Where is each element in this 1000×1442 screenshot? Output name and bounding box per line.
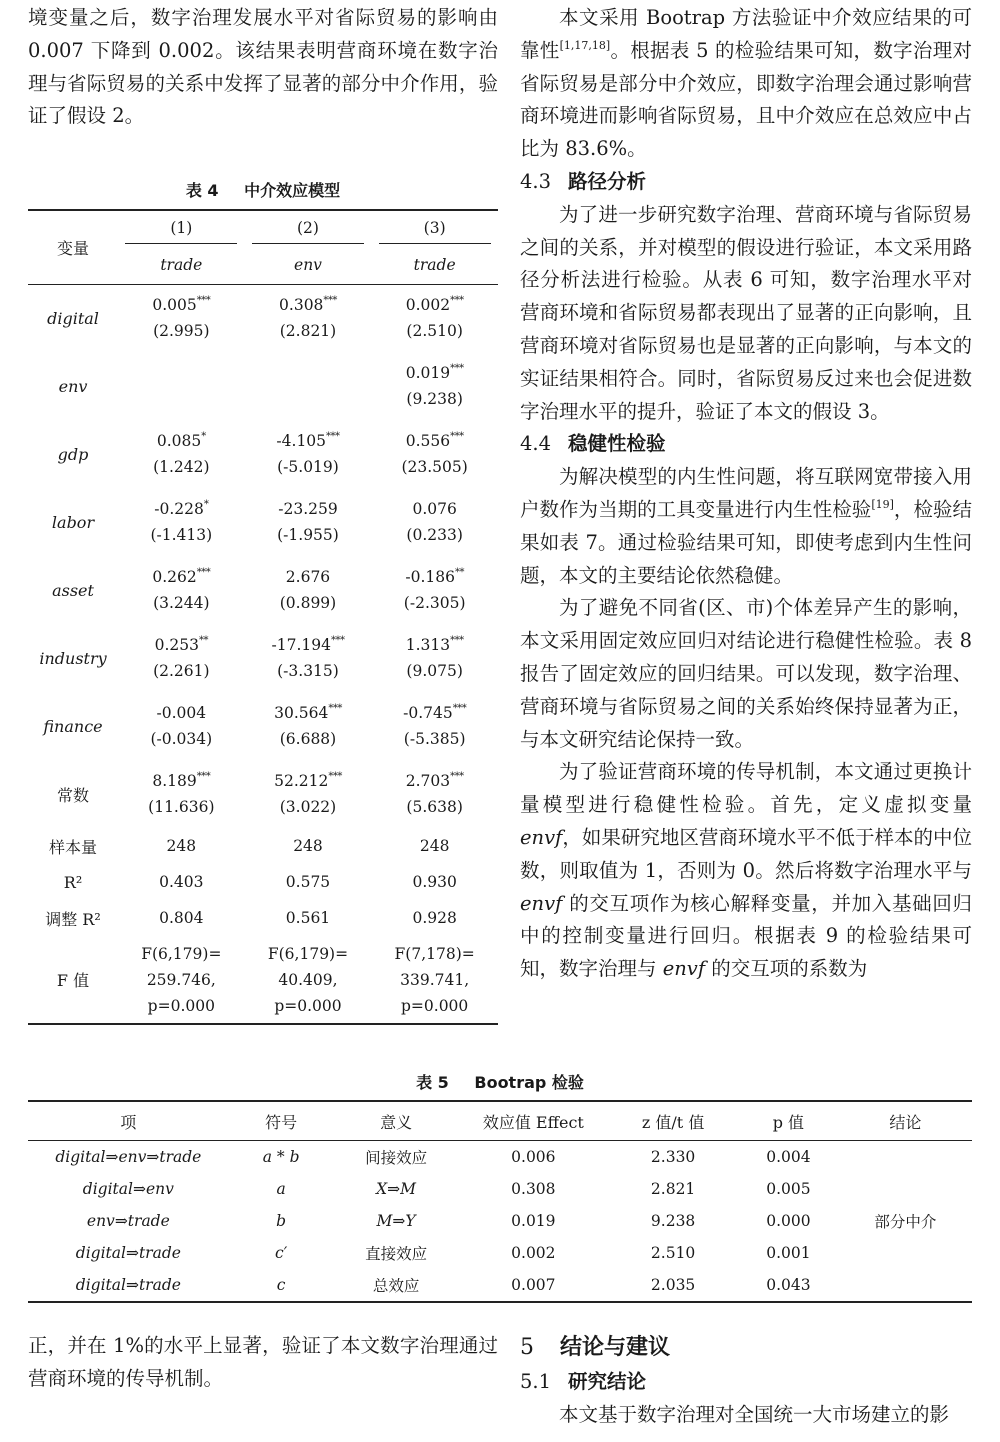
table4-cell: 0.005*** (2.995) bbox=[152, 295, 211, 341]
left-column-bottom bbox=[28, 1330, 498, 1396]
significance-stars: *** bbox=[450, 635, 464, 646]
table4-mediation-model bbox=[28, 209, 498, 1025]
table4-cell: 0.076 (0.233) bbox=[406, 500, 463, 544]
conclusion-paragraph: 本文基于数字治理对全国统一大市场建立的影 bbox=[559, 1402, 950, 1426]
significance-stars: *** bbox=[450, 431, 464, 442]
table4-cell bbox=[245, 352, 372, 420]
table5-cell-z: 9.238 bbox=[650, 1212, 696, 1230]
mechanism-paragraph: 为了验证营商环境的传导机制，本文通过更换计量模型进行稳健性检验。首先，定义虚拟变量 envf，如果研究地区营商环境水平不低于样本的中位数，则取值为 1，否则为 0。然后将数字治理水平与 envf 的交互项作为核心解释变量，并加入基础回归中的控制变量进行回归。根据表 9 的检验结果可知，数字治理与 envf 的交互项的系数为 bbox=[520, 760, 972, 981]
table4-dep-var: env bbox=[245, 246, 372, 284]
table5-cell-p: 0.004 bbox=[766, 1148, 811, 1166]
table5-caption-number: 表 5 bbox=[416, 1073, 449, 1092]
table4-cell: 0.019*** (9.238) bbox=[405, 363, 464, 408]
fixed-effects-paragraph: 为了避免不同省(区、市)个体差异产生的影响，本文采用固定效应回归对结论进行稳健性检验。表 8 报告了固定效应的回归结果。可以发现，数字治理、营商环境与省际贸易之间的关系始终保持显著为正，与本文研究结论保持一致。 bbox=[520, 596, 972, 751]
table5-row bbox=[28, 1269, 972, 1302]
table4-caption-number: 表 4 bbox=[185, 181, 219, 200]
table5-cell-effect: 0.019 bbox=[511, 1212, 556, 1230]
significance-stars: *** bbox=[450, 295, 464, 307]
table5-header: 项 bbox=[28, 1101, 229, 1141]
table4-col-number: (2) bbox=[245, 210, 372, 246]
significance-stars: *** bbox=[196, 567, 211, 578]
table4-adj-r2-row bbox=[28, 900, 498, 936]
right-column bbox=[520, 2, 972, 986]
table5-cell-symbol: c′ bbox=[275, 1244, 288, 1262]
table5-cell-effect: 0.308 bbox=[511, 1180, 556, 1198]
significance-stars: * bbox=[201, 431, 206, 442]
table5-header: 效应值 Effect bbox=[459, 1101, 609, 1141]
table5-caption bbox=[28, 1070, 972, 1093]
significance-stars: ** bbox=[454, 567, 464, 578]
significance-stars: *** bbox=[196, 295, 211, 307]
table4-row-label: 样本量 bbox=[48, 837, 97, 857]
table4-row-label: finance bbox=[43, 716, 103, 736]
table4-row bbox=[28, 624, 498, 692]
table4-row-label: gdp bbox=[57, 444, 89, 464]
table5-cell-p: 0.005 bbox=[766, 1180, 811, 1198]
table5-cell-meaning: 直接效应 bbox=[365, 1245, 428, 1263]
table5-cell-path: digital⇒env⇒trade bbox=[55, 1148, 202, 1166]
table4-cell: 52.212*** (3.022) bbox=[274, 771, 342, 816]
table4-cell: 248 bbox=[166, 837, 197, 855]
table4-cell: 0.308*** (2.821) bbox=[279, 295, 337, 341]
table4-cell: 0.253** (2.261) bbox=[153, 635, 210, 680]
table4-cell: -0.745*** (-5.385) bbox=[403, 703, 467, 748]
table4-cell: 1.313*** (9.075) bbox=[405, 635, 464, 680]
table4-r2-row bbox=[28, 864, 498, 900]
table4-caption bbox=[28, 178, 498, 201]
table4-cell: 0.002*** (2.510) bbox=[405, 295, 464, 341]
citation-ref: [1,17,18] bbox=[559, 38, 611, 52]
section-heading-4-4: 4.4 稳健性检验 bbox=[520, 432, 666, 456]
table4-row bbox=[28, 284, 498, 352]
table5-bootrap-test bbox=[28, 1100, 972, 1303]
table4-cell: 0.561 bbox=[285, 909, 331, 927]
significance-stars: *** bbox=[326, 431, 340, 442]
table4-cell: 248 bbox=[419, 837, 450, 855]
left-column-top bbox=[28, 2, 498, 133]
table5-cell-symbol: a bbox=[276, 1180, 286, 1198]
table4-cell: -0.186** (-2.305) bbox=[403, 567, 466, 612]
table5-cell-path: env⇒trade bbox=[86, 1212, 170, 1230]
table4-f-row bbox=[28, 936, 498, 1024]
significance-stars: ** bbox=[199, 635, 209, 646]
table4-col-number: (3) bbox=[371, 210, 498, 246]
table4-cell: F(7,178)= 339.741, p=0.000 bbox=[394, 944, 475, 1015]
table5-cell-p: 0.000 bbox=[766, 1212, 811, 1230]
table4-row bbox=[28, 692, 498, 760]
table4-cell: 248 bbox=[293, 837, 323, 855]
path-analysis-paragraph: 为了进一步研究数字治理、营商环境与省际贸易之间的关系，并对模型的假设进行验证，本文采用路径分析法进行检验。从表 6 可知，数字治理水平对营商环境和省际贸易都表现出了显著的正向影响，且营商环境对省际贸易也是显著的正向影响，与本文的实证结果相符合。同时，省际贸易反过来也会促进数字治理水平的提升，验证了本文的假设 3。 bbox=[520, 202, 972, 423]
significance-stars: *** bbox=[196, 771, 211, 782]
bottom-left-paragraph: 正，并在 1%的水平上显著，验证了本文数字治理通过营商环境的传导机制。 bbox=[28, 1334, 498, 1390]
table4-cell: 0.403 bbox=[159, 873, 204, 891]
table5-cell-effect: 0.006 bbox=[511, 1148, 556, 1166]
significance-stars: *** bbox=[323, 295, 337, 307]
table4-row-label: 常数 bbox=[56, 785, 89, 805]
table4-variable-header: 变量 bbox=[56, 238, 89, 258]
table4-sample-size-row bbox=[28, 828, 498, 864]
table5-cell-symbol: b bbox=[276, 1212, 287, 1230]
table4-dep-var: trade bbox=[118, 246, 245, 284]
section-heading-5-1: 5.1 研究结论 bbox=[520, 1370, 647, 1393]
table5-cell-path: digital⇒trade bbox=[75, 1244, 181, 1262]
left-top-paragraph: 境变量之后，数字治理发展水平对省际贸易的影响由 0.007 下降到 0.002。该结果表明营商环境在数字治理与省际贸易的关系中发挥了显著的部分中介作用，验证了假设 2。 bbox=[28, 6, 498, 128]
table4-row bbox=[28, 488, 498, 556]
table5-cell-effect: 0.007 bbox=[511, 1276, 556, 1294]
table4-cell: 30.564*** (6.688) bbox=[274, 703, 342, 748]
table5-row bbox=[28, 1141, 972, 1174]
section-heading-4-3: 4.3 路径分析 bbox=[520, 169, 647, 193]
table4-row-label: 调整 R² bbox=[45, 909, 101, 929]
significance-stars: * bbox=[203, 499, 209, 510]
table5-cell-p: 0.001 bbox=[766, 1244, 811, 1262]
table5-caption-title: Bootrap 检验 bbox=[474, 1073, 584, 1092]
table5-row bbox=[28, 1237, 972, 1269]
section-heading-5: 5 结论与建议 bbox=[520, 1335, 671, 1360]
table5-header: z 值/t 值 bbox=[608, 1101, 738, 1141]
significance-stars: *** bbox=[328, 703, 342, 714]
table4-cell: 2.703*** (5.638) bbox=[405, 771, 464, 816]
table4-row-label: industry bbox=[39, 648, 107, 668]
table4-cell bbox=[118, 352, 245, 420]
table5-header: 符号 bbox=[229, 1101, 334, 1141]
table4-cell: 0.085* (1.242) bbox=[153, 431, 210, 476]
table5-cell-z: 2.510 bbox=[650, 1244, 696, 1262]
table4-row-label: env bbox=[58, 376, 88, 396]
table5-cell-z: 2.035 bbox=[650, 1276, 696, 1294]
table4-row-label: asset bbox=[52, 580, 94, 600]
significance-stars: *** bbox=[450, 771, 464, 782]
table5-cell-meaning: M⇒Y bbox=[376, 1212, 416, 1230]
table5-row bbox=[28, 1205, 972, 1237]
table4-cell: F(6,179)= 40.409, p=0.000 bbox=[267, 944, 349, 1015]
table4-cell: -4.105*** (-5.019) bbox=[276, 431, 340, 476]
table4-cell: 0.804 bbox=[159, 909, 204, 927]
table5-cell-path: digital⇒trade bbox=[75, 1276, 181, 1294]
table4-row-label: digital bbox=[47, 308, 99, 328]
table4-row-label: R² bbox=[63, 872, 83, 892]
table4-row-label: F 值 bbox=[56, 971, 90, 990]
table4-row bbox=[28, 352, 498, 420]
table4-cell: 8.189*** (11.636) bbox=[148, 771, 215, 816]
right-column-bottom bbox=[520, 1330, 972, 1432]
table4-cell: -0.004 (-0.034) bbox=[150, 704, 213, 748]
table5-cell-p: 0.043 bbox=[766, 1276, 811, 1294]
table4-cell: -17.194*** (-3.315) bbox=[271, 635, 345, 680]
significance-stars: *** bbox=[330, 635, 345, 646]
table4-cell: 0.575 bbox=[285, 873, 331, 891]
table5-cell-effect: 0.002 bbox=[511, 1244, 556, 1262]
table5-cell-symbol: a * b bbox=[262, 1148, 300, 1166]
table4-row bbox=[28, 420, 498, 488]
table4-col-number: (1) bbox=[118, 210, 245, 246]
table5-header: 结论 bbox=[839, 1101, 972, 1141]
table5-cell-z: 2.330 bbox=[650, 1148, 696, 1166]
table5-cell-symbol: c bbox=[276, 1276, 286, 1294]
table5-cell-meaning: 间接效应 bbox=[365, 1149, 428, 1167]
significance-stars: *** bbox=[328, 771, 342, 782]
table4-row bbox=[28, 760, 498, 828]
significance-stars: *** bbox=[452, 703, 467, 714]
table4-cell: -0.228* (-1.413) bbox=[150, 499, 213, 544]
table4-cell: 0.262*** (3.244) bbox=[152, 567, 211, 612]
table5-header: p 值 bbox=[738, 1101, 839, 1141]
endogeneity-paragraph: 为解决模型的内生性问题，将互联网宽带接入用户数作为当期的工具变量进行内生性检验[19]，检验结果如表 7。通过检验结果可知，即使考虑到内生性问题，本文的主要结论依然稳健。 bbox=[520, 465, 972, 587]
table5-row bbox=[28, 1173, 972, 1205]
bootrap-paragraph: 本文采用 Bootrap 方法验证中介效应结果的可靠性[1,17,18]。根据表 5 的检验结果可知，数字治理对省际贸易是部分中介效应，即数字治理会通过影响营商环境进而影响省际贸易，且中介效应在总效应中占比为 83.6%。 bbox=[520, 6, 972, 161]
table5-cell-meaning: X⇒M bbox=[376, 1180, 417, 1198]
table4-row-label: labor bbox=[51, 512, 95, 532]
table4-cell: 2.676 (0.899) bbox=[279, 568, 337, 612]
table5-cell-path: digital⇒env bbox=[82, 1180, 174, 1198]
significance-stars: *** bbox=[450, 363, 464, 374]
table5-conclusion: 部分中介 bbox=[874, 1213, 937, 1231]
table5-cell-meaning: 总效应 bbox=[372, 1277, 420, 1295]
table4-cell: -23.259 (-1.955) bbox=[277, 500, 339, 544]
table4-cell: 0.928 bbox=[412, 909, 457, 927]
table4-cell: F(6,179)= 259.746, p=0.000 bbox=[141, 944, 222, 1015]
table5-cell-z: 2.821 bbox=[650, 1180, 696, 1198]
table4-caption-title: 中介效应模型 bbox=[244, 181, 341, 200]
table5-header: 意义 bbox=[334, 1101, 459, 1141]
table4-cell: 0.930 bbox=[412, 873, 457, 891]
citation-ref: [19] bbox=[871, 497, 894, 511]
table4-dep-var: trade bbox=[371, 246, 498, 284]
table4-cell: 0.556*** (23.505) bbox=[401, 431, 468, 476]
table4-row bbox=[28, 556, 498, 624]
